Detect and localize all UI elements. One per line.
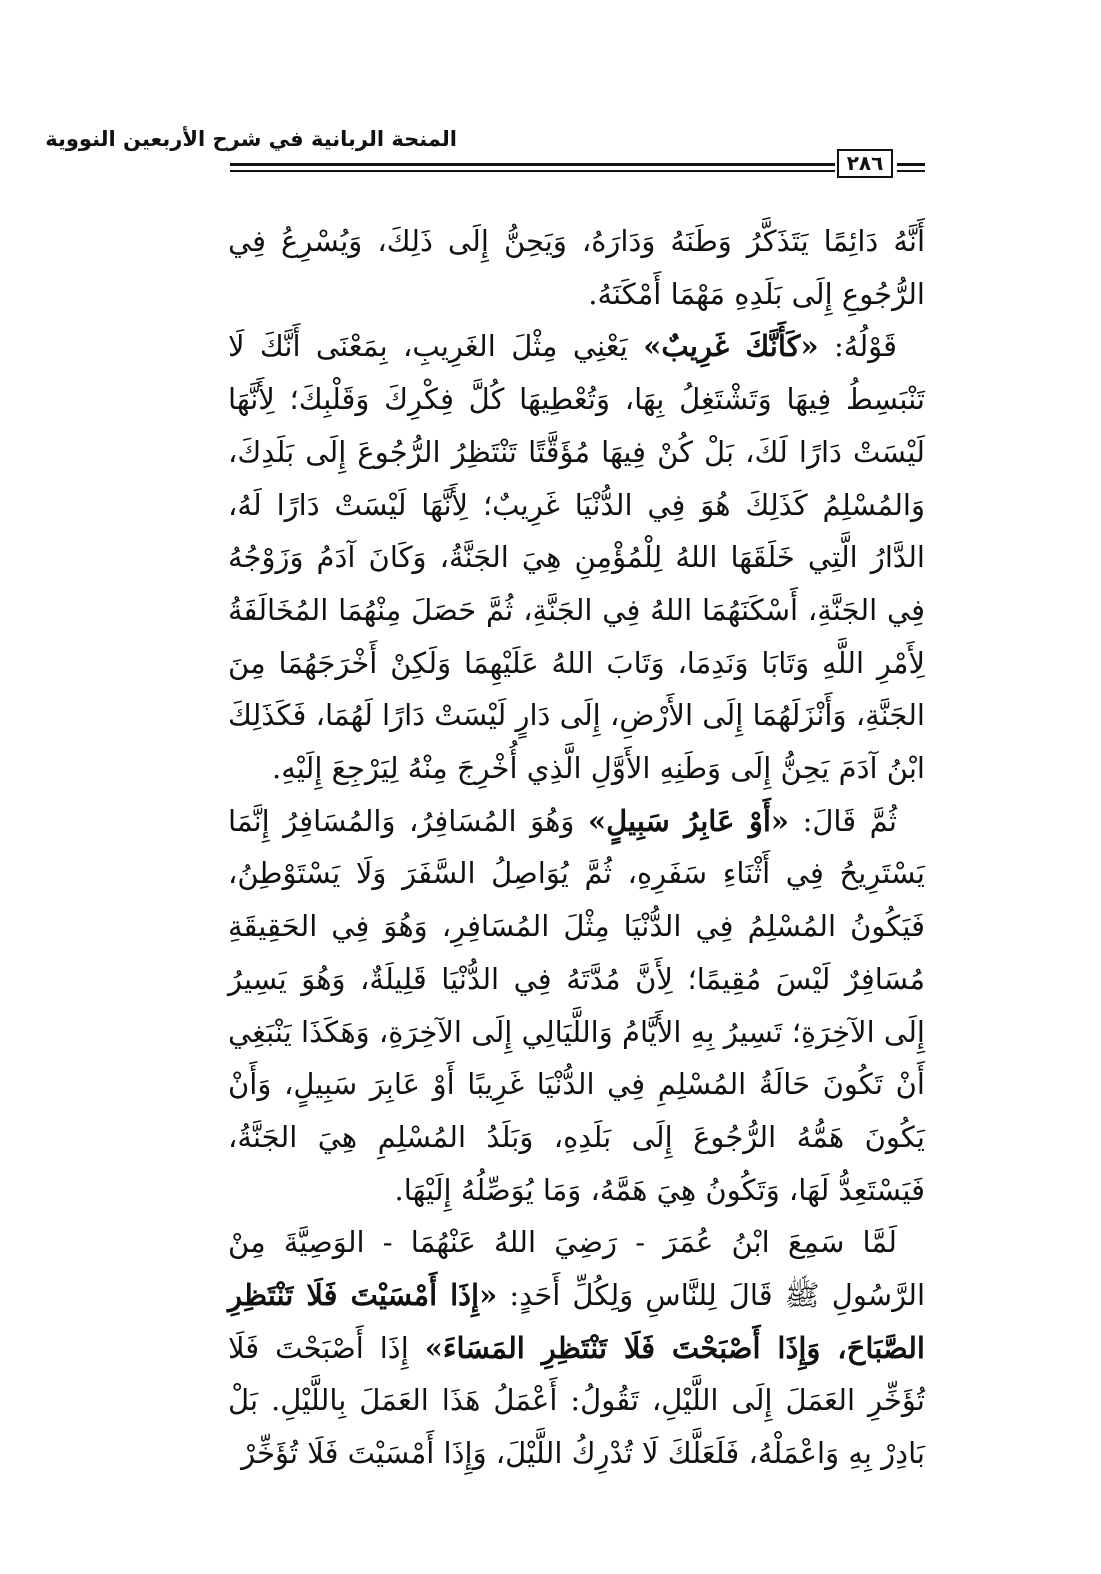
paragraph — [228, 795, 925, 1217]
paragraph-text: إِذَا أَصْبَحْتَ فَلَا تُؤَخِّرِ العَمَلَ إِلَى اللَّيْلِ، تَقُولُ: أَعْمَلُ هَذَا العَمَلَ بِاللَّيْلِ. بَلْ بَادِرْ بِهِ وَاعْمَلْهُ، فَلَعَلَّكَ لَا تُدْرِكُ اللَّيْلَ، وَإِذَا أَمْسَيْتَ فَلَا تُؤَخِّرْ — [228, 1330, 925, 1471]
paragraph-lead: قَوْلُهُ: — [834, 329, 897, 364]
paragraph — [228, 1216, 925, 1480]
paragraph-text: لَمَّا سَمِعَ ابْنُ عُمَرَ - رَضِيَ اللهُ عَنْهُمَا - الوَصِيَّةَ مِنْ الرَّسُولِ ﷺ قَالَ لِلنَّاسِ وَلِكُلِّ أَحَدٍ: — [228, 1225, 926, 1313]
paragraph — [228, 320, 925, 794]
page-number: ٢٨٦ — [837, 149, 893, 178]
paragraph — [228, 215, 925, 320]
paragraph-text: وَهُوَ المُسَافِرُ، وَالمُسَافِرُ إِنَّمَا يَسْتَرِيحُ فِي أَثْنَاءِ سَفَرِهِ، ثُمَّ يُوَاصِلُ السَّفَرَ وَلَا يَسْتَوْطِنُ، فَيَكُونُ المُسْلِمُ فِي الدُّنْيَا مِثْلَ المُسَافِرِ، وَهُوَ فِي الحَقِيقَةِ مُسَافِرٌ لَيْسَ مُقِيمًا؛ لِأَنَّ مُدَّتَهُ فِي الدُّنْيَا قَلِيلَةٌ، وَهُوَ يَسِيرُ إِلَى الآخِرَةِ؛ تَسِيرُ بِهِ الأَيَّامُ وَاللَّيَالِي إِلَى الآخِرَةِ، وَهَكَذَا يَنْبَغِي أَنْ تَكُونَ حَالَةُ المُسْلِمِ فِي الدُّنْيَا غَرِيبًا أَوْ عَابِرَ سَبِيلٍ، وَأَنْ يَكُونَ هَمُّهُ الرُّجُوعَ إِلَى بَلَدِهِ، وَبَلَدُ المُسْلِمِ هِيَ الجَنَّةُ، فَيَسْتَعِدُّ لَهَا، وَتَكُونُ هِيَ هَمَّهُ، وَمَا يُوَصِّلُهُ إِلَيْهَا. — [228, 803, 925, 1207]
header-rule-tail-secondary — [897, 170, 925, 172]
header-rule — [230, 163, 835, 166]
header-rule-tail — [897, 163, 925, 166]
paragraph-text: أَنَّهُ دَائِمًا يَتَذَكَّرُ وَطَنَهُ وَدَارَهُ، وَيَحِنُّ إِلَى ذَلِكَ، وَيُسْرِعُ فِي الرُّجُوعِ إِلَى بَلَدِهِ مَهْمَا أَمْكَنَهُ. — [228, 224, 925, 311]
hadith-quote: «أَوْ عَابِرُ سَبِيلٍ» — [587, 803, 790, 838]
running-header-title: المنحة الربانية في شرح الأربعين النووية — [45, 127, 457, 151]
header-rule-secondary — [230, 170, 835, 172]
paragraph-text: يَعْنِي مِثْلَ الغَرِيبِ، بِمَعْنَى أَنَّكَ لَا تَنْبَسِطُ فِيهَا وَتَشْتَغِلُ بِهَا، وَتُعْطِيهَا كُلَّ فِكْرِكَ وَقَلْبِكَ؛ لِأَنَّهَا لَيْسَتْ دَارًا لَكَ، بَلْ كُنْ فِيهَا مُؤَقَّتًا تَنْتَظِرُ الرُّجُوعَ إِلَى بَلَدِكَ، وَالمُسْلِمُ كَذَلِكَ هُوَ فِي الدُّنْيَا غَرِيبٌ؛ لِأَنَّهَا لَيْسَتْ دَارًا لَهُ، الدَّارُ الَّتِي خَلَقَهَا اللهُ لِلْمُؤْمِنِ هِيَ الجَنَّةُ، وَكَانَ آدَمُ وَزَوْجُهُ فِي الجَنَّةِ، أَسْكَنَهُمَا اللهُ فِي الجَنَّةِ، ثُمَّ حَصَلَ مِنْهُمَا المُخَالَفَةُ لِأَمْرِ اللَّهِ وَتَابَا وَنَدِمَا، وَتَابَ اللهُ عَلَيْهِمَا وَلَكِنْ أَخْرَجَهُمَا مِنَ الجَنَّةِ، وَأَنْزَلَهُمَا إِلَى الأَرْضِ، إِلَى دَارٍ لَيْسَتْ دَارًا لَهُمَا، فَكَذَلِكَ ابْنُ آدَمَ يَحِنُّ إِلَى وَطَنِهِ الأَوَّلِ الَّذِي أُخْرِجَ مِنْهُ لِيَرْجِعَ إِلَيْهِ. — [228, 329, 925, 786]
hadith-quote: «كَأَنَّكَ غَرِيبٌ» — [643, 329, 819, 364]
body-text — [228, 215, 925, 1480]
paragraph-lead: ثُمَّ قَالَ: — [802, 803, 897, 838]
hadith-quote: «إِذَا أَمْسَيْتَ فَلَا تَنْتَظِرِ الصَّبَاحَ، وَإِذَا أَصْبَحْتَ فَلَا تَنْتَظِرِ المَسَاءَ» — [228, 1278, 925, 1365]
